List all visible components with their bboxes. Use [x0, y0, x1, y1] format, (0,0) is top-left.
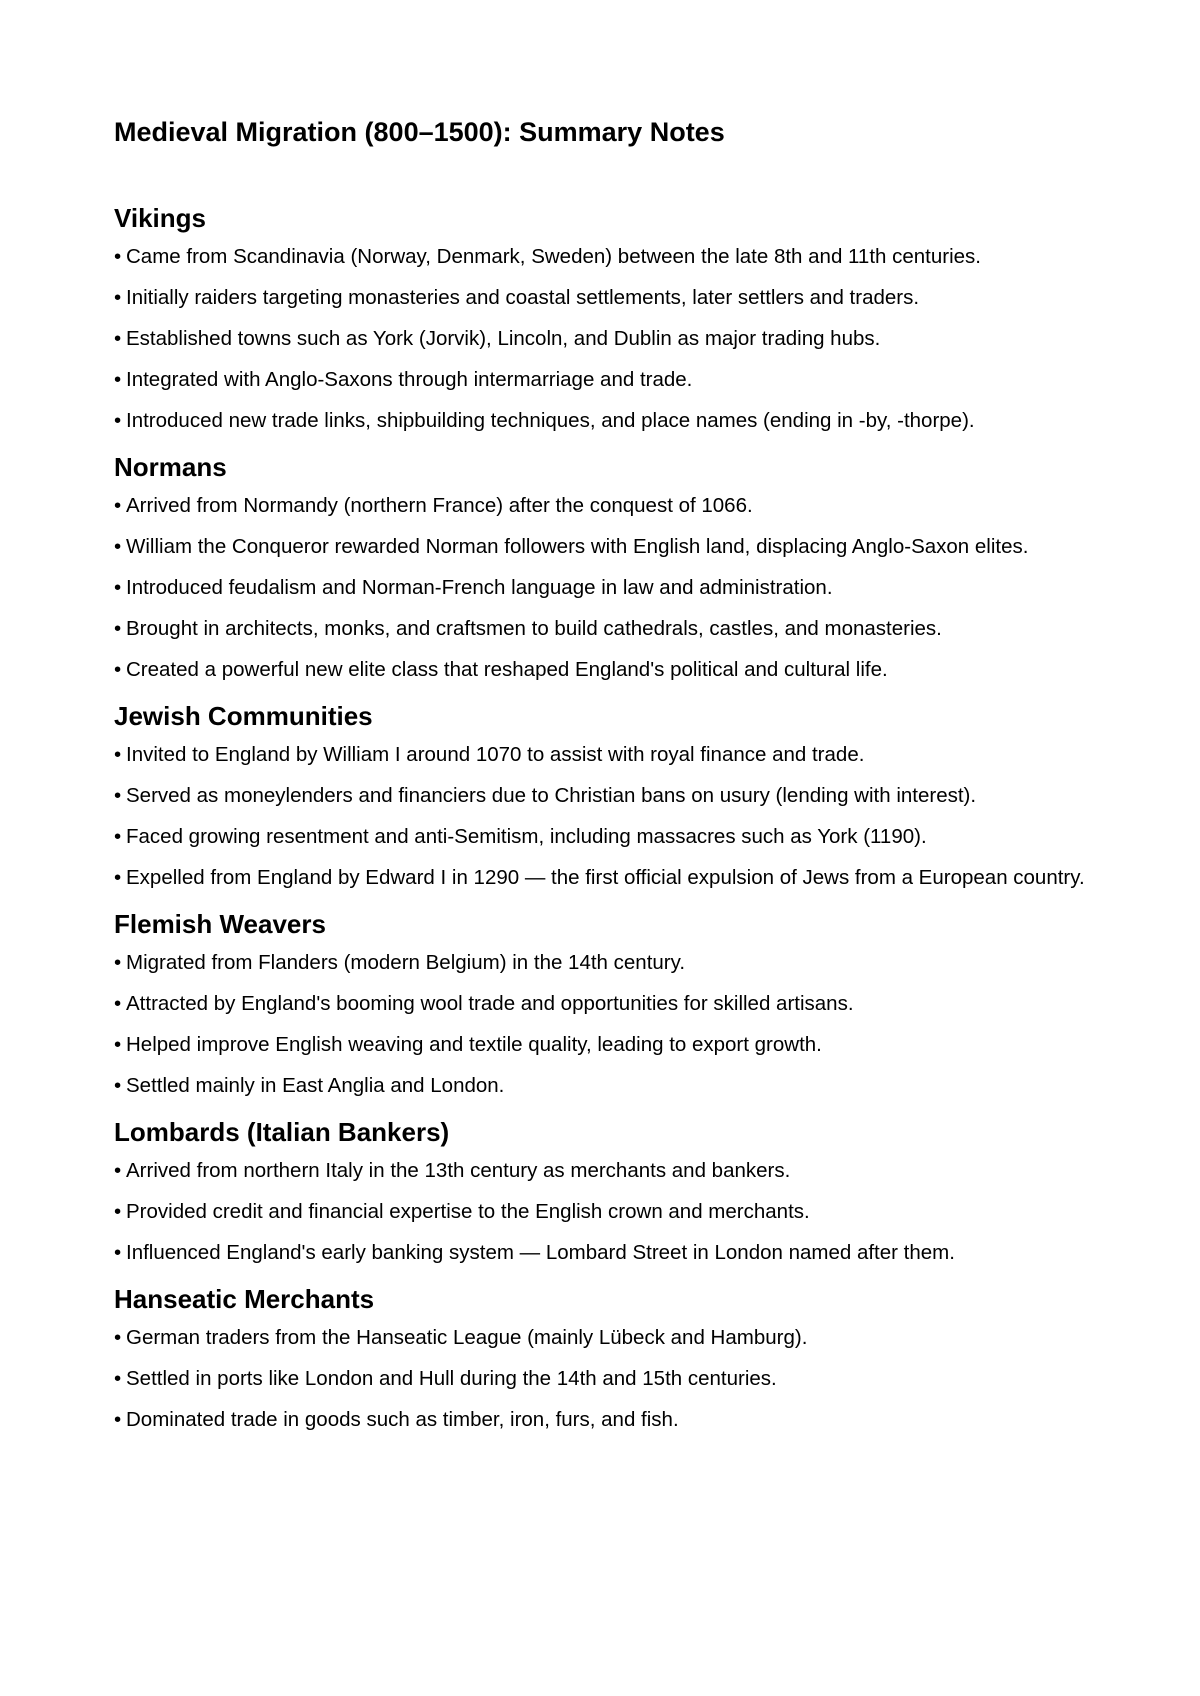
bullet-text: Influenced England's early banking system — Lombard Street in London named after them.	[126, 1241, 955, 1264]
bullet-item	[114, 1071, 1104, 1100]
document-page	[114, 112, 1104, 1448]
bullet-item	[114, 365, 1104, 394]
bullet-dot-icon: •	[114, 743, 122, 766]
bullet-text: Attracted by England's booming wool trade and opportunities for skilled artisans.	[126, 992, 854, 1015]
bullet-dot-icon: •	[114, 409, 122, 432]
bullet-item	[114, 406, 1104, 435]
bullet-dot-icon: •	[114, 951, 122, 974]
section-heading: Flemish Weavers	[114, 909, 326, 939]
bullet-list	[114, 740, 1104, 892]
bullet-item	[114, 324, 1104, 353]
section	[114, 1281, 1104, 1434]
bullet-item	[114, 1238, 1104, 1267]
bullet-text: German traders from the Hanseatic League (mainly Lübeck and Hamburg).	[126, 1326, 808, 1349]
bullet-list	[114, 242, 1104, 435]
bullet-text: Served as moneylenders and financiers due to Christian bans on usury (lending with interest).	[126, 784, 977, 807]
bullet-item	[114, 573, 1104, 602]
section-heading: Normans	[114, 452, 227, 482]
bullet-item	[114, 1323, 1104, 1352]
bullet-text: Provided credit and financial expertise to the English crown and merchants.	[126, 1200, 810, 1223]
bullet-dot-icon: •	[114, 576, 122, 599]
page-title: Medieval Migration (800–1500): Summary Notes	[114, 117, 725, 147]
bullet-text: Migrated from Flanders (modern Belgium) in the 14th century.	[126, 951, 686, 974]
bullet-text: Created a powerful new elite class that reshaped England's political and cultural life.	[126, 658, 888, 681]
bullet-text: Settled mainly in East Anglia and London.	[126, 1074, 505, 1097]
bullet-text: Dominated trade in goods such as timber, iron, furs, and fish.	[126, 1408, 679, 1431]
bullet-item	[114, 781, 1104, 810]
bullet-list	[114, 1323, 1104, 1434]
bullet-item	[114, 989, 1104, 1018]
bullet-text: Integrated with Anglo-Saxons through intermarriage and trade.	[126, 368, 693, 391]
bullet-dot-icon: •	[114, 245, 122, 268]
bullet-item	[114, 283, 1104, 312]
bullet-dot-icon: •	[114, 1241, 122, 1264]
bullet-dot-icon: •	[114, 866, 122, 889]
bullet-list	[114, 948, 1104, 1100]
bullet-dot-icon: •	[114, 286, 122, 309]
bullet-dot-icon: •	[114, 992, 122, 1015]
bullet-text: Initially raiders targeting monasteries and coastal settlements, later settlers and traders.	[126, 286, 920, 309]
bullet-text: Introduced new trade links, shipbuilding techniques, and place names (ending in -by, -thorpe).	[126, 409, 975, 432]
bullet-dot-icon: •	[114, 1200, 122, 1223]
bullet-text: Established towns such as York (Jorvik), Lincoln, and Dublin as major trading hubs.	[126, 327, 881, 350]
bullet-text: Settled in ports like London and Hull during the 14th and 15th centuries.	[126, 1367, 777, 1390]
section-heading: Hanseatic Merchants	[114, 1284, 375, 1314]
bullet-dot-icon: •	[114, 368, 122, 391]
section	[114, 1114, 1104, 1267]
bullet-dot-icon: •	[114, 1159, 122, 1182]
bullet-text: Came from Scandinavia (Norway, Denmark, Sweden) between the late 8th and 11th centuries.	[126, 245, 981, 268]
section	[114, 449, 1104, 684]
bullet-text: William the Conqueror rewarded Norman followers with English land, displacing Anglo-Saxon elites.	[126, 535, 1029, 558]
bullet-item	[114, 1405, 1104, 1434]
section	[114, 698, 1104, 892]
section-heading: Lombards (Italian Bankers)	[114, 1117, 450, 1147]
section	[114, 200, 1104, 435]
bullet-item	[114, 822, 1104, 851]
bullet-dot-icon: •	[114, 784, 122, 807]
bullet-item	[114, 491, 1104, 520]
bullet-text: Arrived from northern Italy in the 13th century as merchants and bankers.	[126, 1159, 791, 1182]
bullet-dot-icon: •	[114, 617, 122, 640]
bullet-text: Expelled from England by Edward I in 1290 — the first official expulsion of Jews from a European country.	[126, 866, 1085, 889]
bullet-list	[114, 491, 1104, 684]
bullet-item	[114, 532, 1104, 561]
bullet-item	[114, 740, 1104, 769]
bullet-text: Arrived from Normandy (northern France) after the conquest of 1066.	[126, 494, 753, 517]
bullet-text: Faced growing resentment and anti-Semitism, including massacres such as York (1190).	[126, 825, 927, 848]
bullet-text: Introduced feudalism and Norman-French language in law and administration.	[126, 576, 833, 599]
section-heading: Vikings	[114, 203, 207, 233]
bullet-item	[114, 1197, 1104, 1226]
bullet-item	[114, 242, 1104, 271]
bullet-list	[114, 1156, 1104, 1267]
bullet-item	[114, 1030, 1104, 1059]
bullet-item	[114, 1364, 1104, 1393]
bullet-dot-icon: •	[114, 535, 122, 558]
bullet-item	[114, 863, 1104, 892]
bullet-dot-icon: •	[114, 494, 122, 517]
bullet-item	[114, 655, 1104, 684]
bullet-item	[114, 948, 1104, 977]
sections-container	[114, 200, 1104, 1434]
bullet-dot-icon: •	[114, 825, 122, 848]
bullet-dot-icon: •	[114, 1367, 122, 1390]
bullet-item	[114, 614, 1104, 643]
bullet-dot-icon: •	[114, 658, 122, 681]
bullet-dot-icon: •	[114, 1408, 122, 1431]
bullet-text: Helped improve English weaving and textile quality, leading to export growth.	[126, 1033, 822, 1056]
bullet-dot-icon: •	[114, 1033, 122, 1056]
bullet-text: Brought in architects, monks, and craftsmen to build cathedrals, castles, and monasteries.	[126, 617, 942, 640]
bullet-dot-icon: •	[114, 1326, 122, 1349]
bullet-dot-icon: •	[114, 327, 122, 350]
section-heading: Jewish Communities	[114, 701, 373, 731]
bullet-item	[114, 1156, 1104, 1185]
section	[114, 906, 1104, 1100]
bullet-dot-icon: •	[114, 1074, 122, 1097]
bullet-text: Invited to England by William I around 1070 to assist with royal finance and trade.	[126, 743, 865, 766]
